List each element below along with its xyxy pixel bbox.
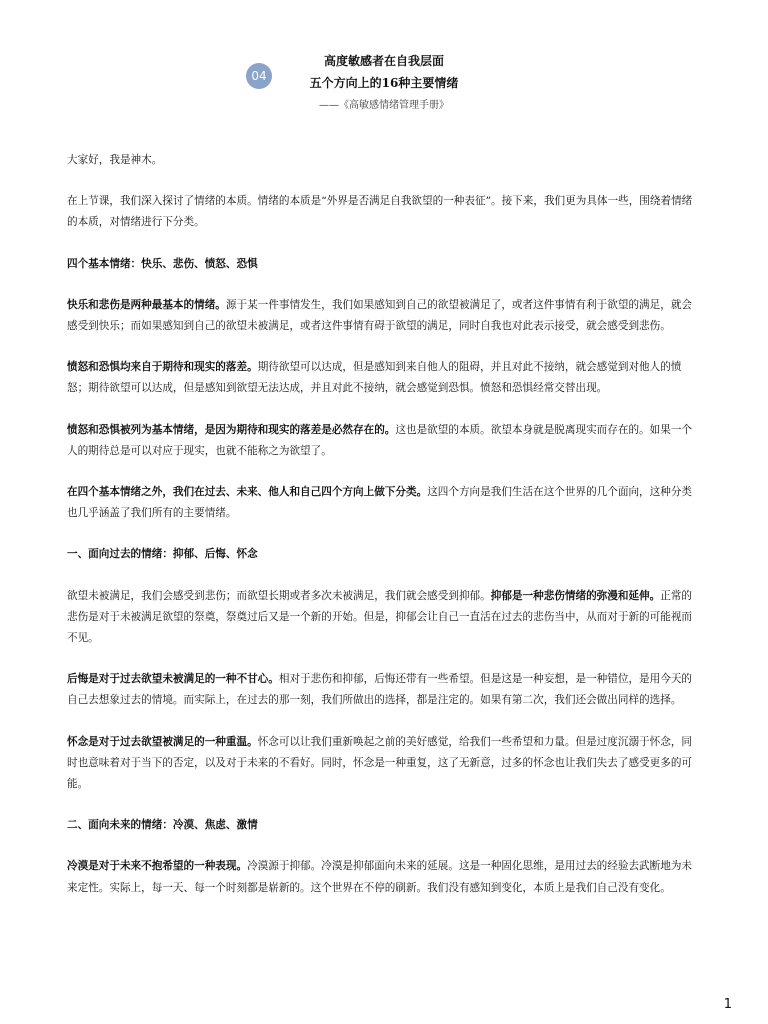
paragraph: 大家好，我是神木。 <box>67 154 163 166</box>
paragraph <box>67 295 697 337</box>
paragraph <box>67 357 697 399</box>
bold-lead: 愤怒和恐惧被列为基本情绪，是因为期待和现实的落差是必然存在的。 <box>67 423 396 436</box>
paragraph-text: 这也是欲望的本质。欲望本身就是脱离现实而存在的。如果一个人的期待总是可以对应于现实，也就不能称之为欲望了。 <box>67 423 693 457</box>
bold-lead: 快乐和悲伤是两种最基本的情绪。 <box>67 298 226 311</box>
section-heading: 二、面向未来的情绪：冷漠、焦虑、激情 <box>67 819 258 832</box>
bold-lead: 怀念是对于过去欲望被满足的一种重温。 <box>67 735 258 748</box>
paragraph-text: 正常的悲伤是对于未被满足欲望的祭奠，祭奠过后又是一个新的开始。但是，抑郁会让自己一直活在过去的悲伤当中，从而对于新的可能视而不见。 <box>67 589 693 645</box>
chapter-badge: 04 <box>246 63 272 89</box>
section-heading: 四个基本情绪：快乐、悲伤、愤怒、恐惧 <box>67 257 258 270</box>
paragraph <box>67 482 697 524</box>
paragraph <box>67 420 697 462</box>
document-body <box>67 150 697 919</box>
paragraph-text: 源于某一件事情发生，我们如果感知到自己的欲望被满足了，或者这件事情有利于欲望的满足，就会感受到快乐；而如果感知到自己的欲望未被满足，或者这件事情有碍于欲望的满足，同时自我也对此表示接受，就会感受到悲伤。 <box>67 298 693 333</box>
paragraph-text: 冷漠源于抑郁。冷漠是抑郁面向未来的延展。这是一种固化思维，是用过去的经验去武断地为未来定性。实际上，每一天、每一个时刻都是崭新的。这个世界在不停的刷新。我们没有感知到变化，本质上是我们自己没有变化。 <box>67 860 693 894</box>
paragraph <box>67 586 697 650</box>
paragraph: 在上节课，我们深入探讨了情绪的本质。情绪的本质是“外界是否满足自我欲望的一种表征”。接下来，我们更为具体一些，围绕着情绪的本质，对情绪进行下分类。 <box>67 195 693 229</box>
paragraph-text: 相对于悲伤和抑郁，后悔还带有一些希望。但是这是一种妄想，是一种错位，是用今天的自己去想象过去的情境。而实际上，在过去的那一刻，我们所做出的选择，都是注定的。如果有第二次，我们还会做出同样的选择。 <box>67 673 693 707</box>
document-header <box>0 50 768 120</box>
bold-lead: 愤怒和恐惧均来自于期待和现实的落差。 <box>67 361 258 374</box>
bold-phrase: 抑郁是一种悲伤情绪的弥漫和延伸。 <box>490 589 661 602</box>
bold-lead: 在四个基本情绪之外，我们在过去、未来、他人和自己四个方向上做下分类。 <box>67 486 428 499</box>
paragraph-text: 这四个方向是我们生活在这个世界的几个面向，这种分类也几乎涵盖了我们所有的主要情绪。 <box>67 486 693 520</box>
paragraph-text: 怀念可以让我们重新唤起之前的美好感觉，给我们一些希望和力量。但是过度沉溺于怀念，同时也意味着对于当下的否定，以及对于未来的不看好。同时，怀念是一种重复，这了无新意，过多的怀念也让我们失去了感受更多的可能。 <box>67 735 693 791</box>
title-line-2: 五个方向上的16种主要情绪 <box>309 76 459 90</box>
paragraph <box>67 856 697 898</box>
paragraph-text: 期待欲望可以达成，但是感知到来自他人的阻碍，并且对此不接纳，就会感觉到对他人的愤怒；期待欲望可以达成，但是感知到欲望无法达成，并且对此不接纳，就会感觉到恐惧。愤怒和恐惧经常交替出现。 <box>67 361 682 395</box>
paragraph-text: 欲望未被满足，我们会感受到悲伤；而欲望长期或者多次未被满足，我们就会感受到抑郁。 <box>67 589 491 602</box>
subtitle: ——《高敏感情绪管理手册》 <box>319 100 449 111</box>
title-line-1: 高度敏感者在自我层面 <box>323 54 444 68</box>
page-number: 1 <box>723 997 732 1012</box>
paragraph <box>67 669 697 711</box>
section-heading: 一、面向过去的情绪：抑郁、后悔、怀念 <box>67 548 258 561</box>
paragraph <box>67 732 697 796</box>
bold-lead: 后悔是对于过去欲望未被满足的一种不甘心。 <box>67 673 279 686</box>
bold-lead: 冷漠是对于未来不抱希望的一种表现。 <box>67 860 248 873</box>
